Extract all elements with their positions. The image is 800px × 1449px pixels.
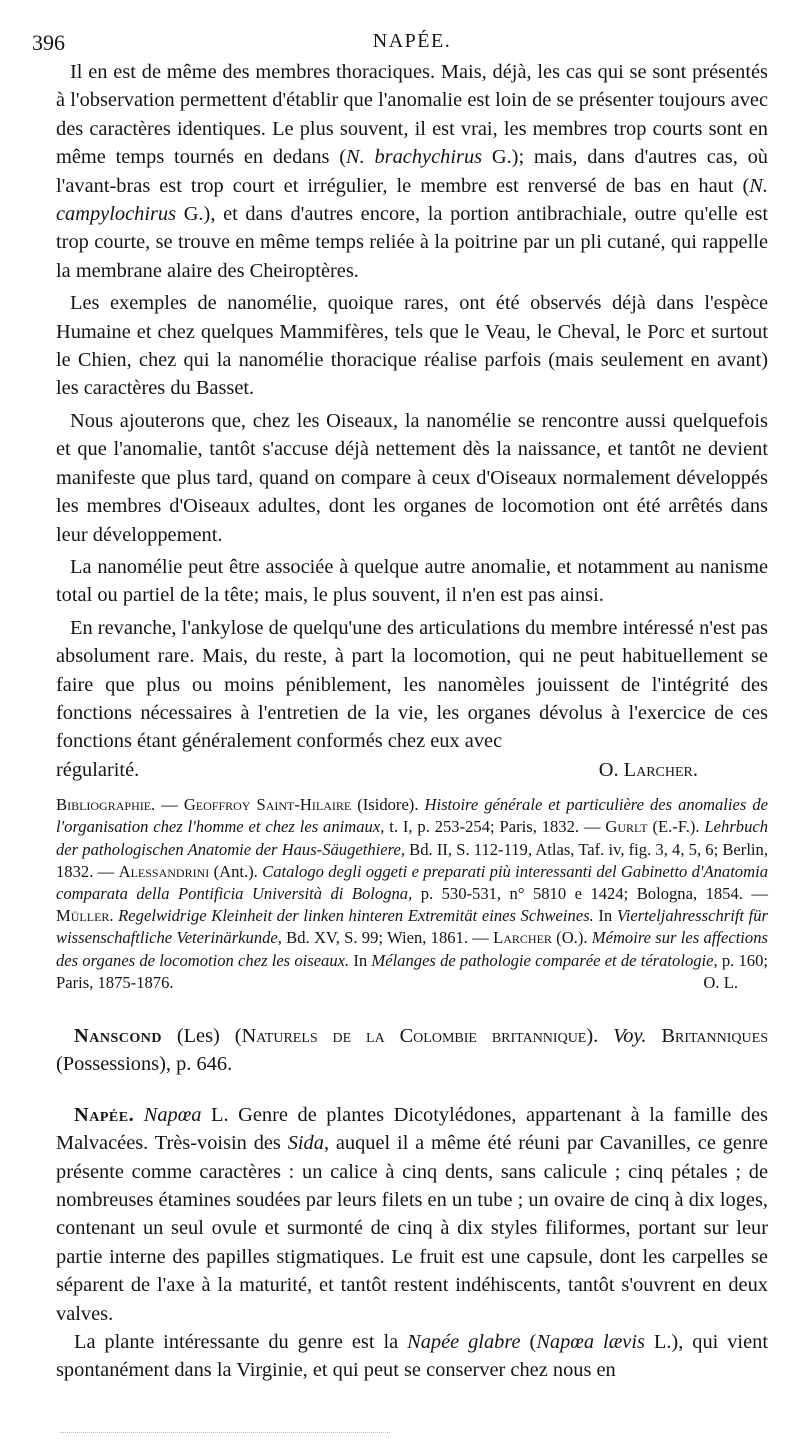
article-body <box>56 58 768 784</box>
paragraph: La plante intéressante du genre est la Napée glabre (Napœa lævis L.), qui vient spontanément dans la Virginie, et qui peut se conserver chez nous en <box>56 1331 768 1382</box>
bibliography: Bibliographie. — Geoffroy Saint-Hilaire (Isidore). Histoire générale et particulière des anomalies de l'organisation chez l'homme et chez les animaux, t. I, p. 253-254; Paris, 1832. — Gurlt (E.-F.). Lehrbuch der pathologischen Anatomie der Haus-Säugethiere, Bd. II, S. 112-119, Atlas, Taf. iv, fig. 3, 4, 5, 6; Berlin, 1832. — Alessandrini (Ant.). Catalogo degli oggeti e preparati più interessanti del Gabinetto d'Anatomia comparata della Pontificia Università di Bologna, p. 530-531, n° 5810 e 1424; Bologna, 1854. — Müller. Regelwidrige Kleinheit der linken hinteren Extremität eines Schweines. In Vierteljahresschrift für wissenschaftliche Veterinärkunde, Bd. XV, S. 99; Wien, 1861. — Larcher (O.). Mémoire sur les affections des organes de locomotion chez les oiseaux. In Mélanges de pathologie comparée et de tératologie, p. 160; Paris, 1875-1876. O. L. <box>56 794 768 994</box>
running-header <box>32 30 768 58</box>
dictionary-entry-napee: Napée. Napœa L. Genre de plantes Dicotylédones, appartenant à la famille des Malvacées. Très-voisin des Sida, auquel il a même été réuni par Cavanilles, ce genre présente comme caractères : un calice à cinq dents, sans calicule ; cinq pétales ; de nombreuses étamines soudées par leurs filets en un tube ; un ovaire de cinq à dix loges, contenant un seul ovule et surmonté de cinq à dix styles filiformes, portant sur leur partie interne des papilles stigmatiques. Le fruit est une capsule, dont les carpelles se séparent de l'axe à la maturité, et tantôt restent indéhiscents, tantôt s'ouvrent en deux valves. <box>56 1103 768 1325</box>
page-number: 396 <box>32 30 65 55</box>
entry-headword: Nanscond <box>74 1024 162 1047</box>
biblio-signature: O. L. <box>703 972 738 992</box>
paragraph: En revanche, l'ankylose de quelqu'une des articulations du membre intéressé n'est pas absolument rare. Mais, du reste, à part la locomotion, qui ne peut habituellement se faire que plus ou moins péniblement, les nanomèles jouissent de l'intégrité des fonctions nécessaires à l'entretien de la vie, les organes dévolus à l'exercice de ces fonctions étant généralement conformés chez eux avec <box>56 616 768 753</box>
entry-headword: Napée. <box>74 1103 135 1126</box>
footer-rule <box>60 1432 390 1433</box>
paragraph-end: régularité. <box>56 758 140 781</box>
dictionary-entry-nanscond: Nanscond (Les) (Naturels de la Colombie britannique). Voy. Britanniques (Possessions), p. 646. <box>56 1024 768 1076</box>
running-title: NAPÉE. <box>372 30 452 52</box>
paragraph: Il en est de même des membres thoraciques. Mais, déjà, les cas qui se sont présentés à l'observation permettent d'établir que l'anomalie est loin de se présenter toujours avec des caractères identiques. Le plus souvent, il est vrai, les membres trop courts sont en même temps tournés en dedans (N. brachychirus G.); mais, dans d'autres cas, où l'avant-bras est trop court et irrégulier, le membre est renversé de bas en haut (N. campylochirus G.), et dans d'autres encore, la portion antibrachiale, outre qu'elle est trop courte, se trouve en même temps reliée à la poitrine par un pli cutané, qui rappelle la membrane alaire des Cheiroptères. <box>56 61 768 282</box>
paragraph: Les exemples de nanomélie, quoique rares, ont été observés déjà dans l'espèce Humaine et chez quelques Mammifères, tels que le Veau, le Cheval, le Porc et surtout le Chien, chez qui la nanomélie thoracique réalise parfois (mais seulement en avant) les caractères du Basset. <box>56 292 768 400</box>
paragraph: Nous ajouterons que, chez les Oiseaux, la nanomélie se rencontre aussi quelquefois et que l'anomalie, tantôt s'accuse déjà nettement dès la naissance, et tantôt ne devient manifeste que plus tard, quand on compare à ceux d'Oiseaux normalement développés les membres d'Oiseaux adultes, dont les organes de locomotion ont été arrêtés dans leur développement. <box>56 409 768 546</box>
document-page <box>32 30 769 1385</box>
paragraph: La nanomélie peut être associée à quelque autre anomalie, et notamment au nanisme total ou partiel de la tête; mais, le plus souvent, il n'en est pas ainsi. <box>56 555 768 607</box>
author-signature-line <box>56 756 768 784</box>
author-signature: O. Larcher. <box>598 758 698 781</box>
